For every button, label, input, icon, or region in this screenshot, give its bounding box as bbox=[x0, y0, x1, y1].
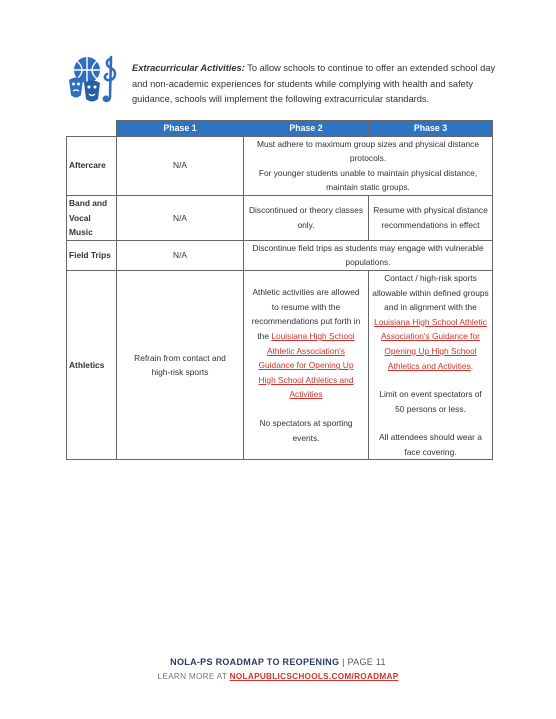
athletics-phase-2 bbox=[244, 270, 369, 460]
athletics-phase-3-note-2: All attendees should wear a face covering. bbox=[379, 432, 482, 457]
table-row-band bbox=[67, 195, 493, 240]
intro-paragraph bbox=[132, 61, 502, 108]
athletics-phase-3 bbox=[369, 270, 493, 460]
field-trips-phase-1: N/A bbox=[117, 240, 244, 270]
row-label-athletics: Athletics bbox=[67, 270, 117, 460]
row-label-band: Band and Vocal Music bbox=[67, 195, 117, 240]
footer-title-line bbox=[0, 657, 556, 667]
band-phase-3: Resume with physical distance recommendations in effect bbox=[369, 195, 493, 240]
header-blank-cell bbox=[67, 121, 117, 137]
aftercare-phase-1: N/A bbox=[117, 136, 244, 195]
athletics-phase-1-text: Refrain from contact and high-risk sports bbox=[134, 352, 226, 378]
athletics-phase-2-note: No spectators at sporting events. bbox=[259, 417, 353, 443]
lhsaa-guidance-link-phase-3[interactable]: Louisiana High School Athletic Association's Guidance for Opening Up High School Athletics and Activities bbox=[374, 316, 487, 371]
footer-separator: | bbox=[339, 657, 348, 667]
athletics-phase-3-text: Contact / high-risk sports allowable within defined groups and in alignment with the bbox=[372, 272, 489, 313]
athletics-phase-1 bbox=[117, 270, 244, 460]
footer-learn-more: LEARN MORE AT bbox=[157, 672, 230, 681]
footer-learn-more-line bbox=[0, 672, 556, 681]
intro-lead: Extracurricular Activities: bbox=[132, 63, 245, 73]
aftercare-guidance-1: Must adhere to maximum group sizes and physical distance protocols. bbox=[256, 138, 480, 164]
band-phase-2: Discontinued or theory classes only. bbox=[244, 195, 369, 240]
arts-sports-logo-icon bbox=[66, 53, 122, 105]
footer-title: NOLA-PS ROADMAP TO REOPENING bbox=[170, 657, 340, 667]
row-label-field-trips: Field Trips bbox=[67, 240, 117, 270]
table-row-aftercare bbox=[67, 136, 493, 195]
header-phase-3: Phase 3 bbox=[369, 121, 493, 137]
athletics-phase-3-note-1: Limit on event spectators of 50 persons or less. bbox=[379, 389, 482, 414]
table-row-field-trips bbox=[67, 240, 493, 270]
aftercare-guidance-2: For younger students unable to maintain physical distance, maintain static groups. bbox=[258, 167, 478, 193]
header-phase-1: Phase 1 bbox=[117, 121, 244, 137]
row-label-aftercare: Aftercare bbox=[67, 136, 117, 195]
aftercare-phase-2-3 bbox=[244, 136, 493, 195]
footer-page-number: PAGE 11 bbox=[347, 657, 386, 667]
field-trips-phase-2-3: Discontinue field trips as students may engage with vulnerable populations. bbox=[244, 240, 493, 270]
lhsaa-guidance-link-phase-2[interactable]: Louisiana High School Athletic Association's Guidance for Opening Up High School Athletics and Activities bbox=[258, 331, 355, 400]
athletics-phase-2-text: Athletic activities are allowed to resume with the recommendations put forth in the bbox=[251, 287, 361, 342]
footer-roadmap-link[interactable]: NOLAPUBLICSCHOOLS.COM/ROADMAP bbox=[229, 672, 399, 681]
table-row-athletics bbox=[67, 270, 493, 460]
band-phase-1: N/A bbox=[117, 195, 244, 240]
header-phase-2: Phase 2 bbox=[244, 121, 369, 137]
athletics-phase-3-end: . bbox=[470, 360, 474, 371]
extracurricular-phase-table bbox=[66, 120, 493, 460]
table-header-row bbox=[67, 121, 493, 137]
intro-body: To allow schools to continue to offer an extended school day and non-academic experiences for students while complying with health and safety guidance, schools will implement the following extracurricular standards. bbox=[132, 63, 496, 104]
